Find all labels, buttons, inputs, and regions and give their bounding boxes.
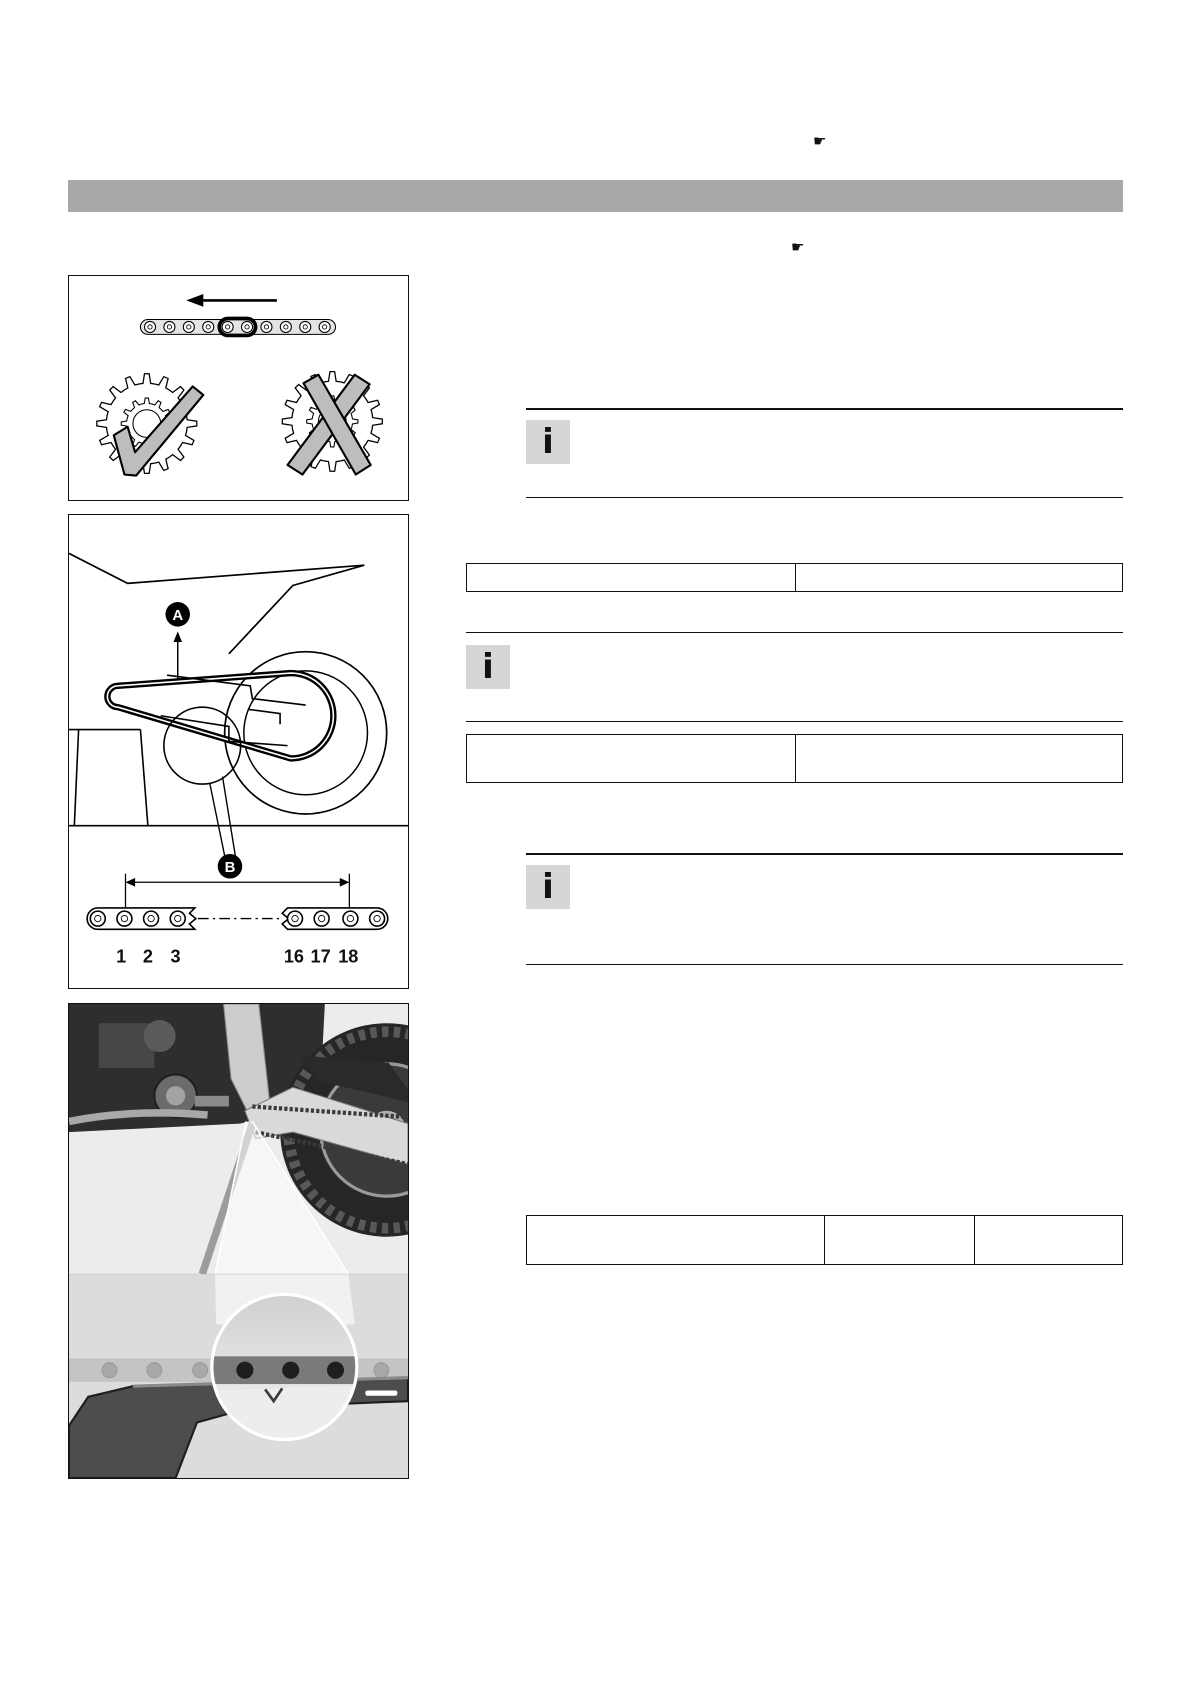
link-number: 2 (142, 946, 153, 967)
chain-pin (121, 915, 127, 921)
figure-chain-guide-photo (68, 1003, 409, 1479)
chain-pin (95, 915, 101, 921)
link-number: 18 (338, 946, 359, 967)
info-icon: i (466, 645, 510, 689)
chain-pin (323, 325, 327, 329)
guide-slot (365, 1390, 397, 1395)
spec-table (526, 1215, 1123, 1265)
detail-circle (164, 707, 241, 784)
link-number: 1 (116, 946, 127, 967)
chain-pin (187, 325, 191, 329)
spec-table (466, 563, 1123, 592)
table-cell (467, 735, 795, 782)
table-cell (824, 1216, 974, 1264)
pointing-hand-icon: ☛ (813, 132, 827, 150)
callout-a-arrow (173, 631, 182, 679)
chain-pin (225, 325, 229, 329)
motorcycle-photo (69, 1004, 408, 1274)
info-note-bottom-rule (526, 497, 1123, 498)
chain-pin (245, 325, 249, 329)
chain-segment (140, 318, 335, 335)
chain-roller (102, 1363, 117, 1378)
chain-roller (374, 1363, 389, 1378)
swingarm (161, 675, 306, 745)
chain-pin (374, 915, 380, 921)
direction-arrow-icon (186, 294, 277, 307)
table-cell (467, 564, 795, 591)
chain-pin (292, 915, 298, 921)
info-note-top-rule (526, 408, 1123, 410)
chain-roller (193, 1363, 208, 1378)
frame-stand (69, 730, 148, 826)
rear-rim (244, 671, 368, 795)
foot-peg (195, 1096, 229, 1107)
chain-pin (347, 915, 353, 921)
link-number: 16 (283, 946, 305, 967)
table-cell (974, 1216, 1122, 1264)
figure-chain-wear-measurement (68, 514, 409, 989)
table-cell (795, 735, 1122, 782)
chain-pin (284, 325, 288, 329)
callout-a-label: A (172, 607, 184, 625)
chain-pin (318, 915, 324, 921)
link-number-labels (116, 946, 358, 966)
info-note-bottom-rule (526, 964, 1123, 965)
spec-table (466, 734, 1123, 783)
pointing-hand-icon: ☛ (791, 238, 805, 256)
chain-roller (147, 1363, 162, 1378)
chain-pin (175, 915, 181, 921)
link-number: 17 (310, 946, 331, 967)
callout-b-label: B (224, 859, 236, 877)
chain-pin (264, 325, 268, 329)
motorcycle-rear-schematic (69, 553, 387, 825)
chain-guide-detail (69, 1274, 408, 1478)
info-note-bottom-rule (466, 721, 1123, 722)
chain-pin (206, 325, 210, 329)
figure-chain-assembly (68, 275, 409, 501)
table-cell (527, 1216, 824, 1264)
detail-leader-lines (210, 777, 236, 856)
info-icon: i (526, 865, 570, 909)
table-cell (795, 564, 1122, 591)
section-header-bar (68, 180, 1123, 212)
chain-pin (148, 915, 154, 921)
info-note-top-rule (526, 853, 1123, 855)
link-number: 3 (170, 946, 181, 967)
chain-pin (167, 325, 171, 329)
chain-pin (303, 325, 307, 329)
info-note-top-rule (466, 632, 1123, 633)
info-icon: i (526, 420, 570, 464)
chain-pin (148, 325, 152, 329)
